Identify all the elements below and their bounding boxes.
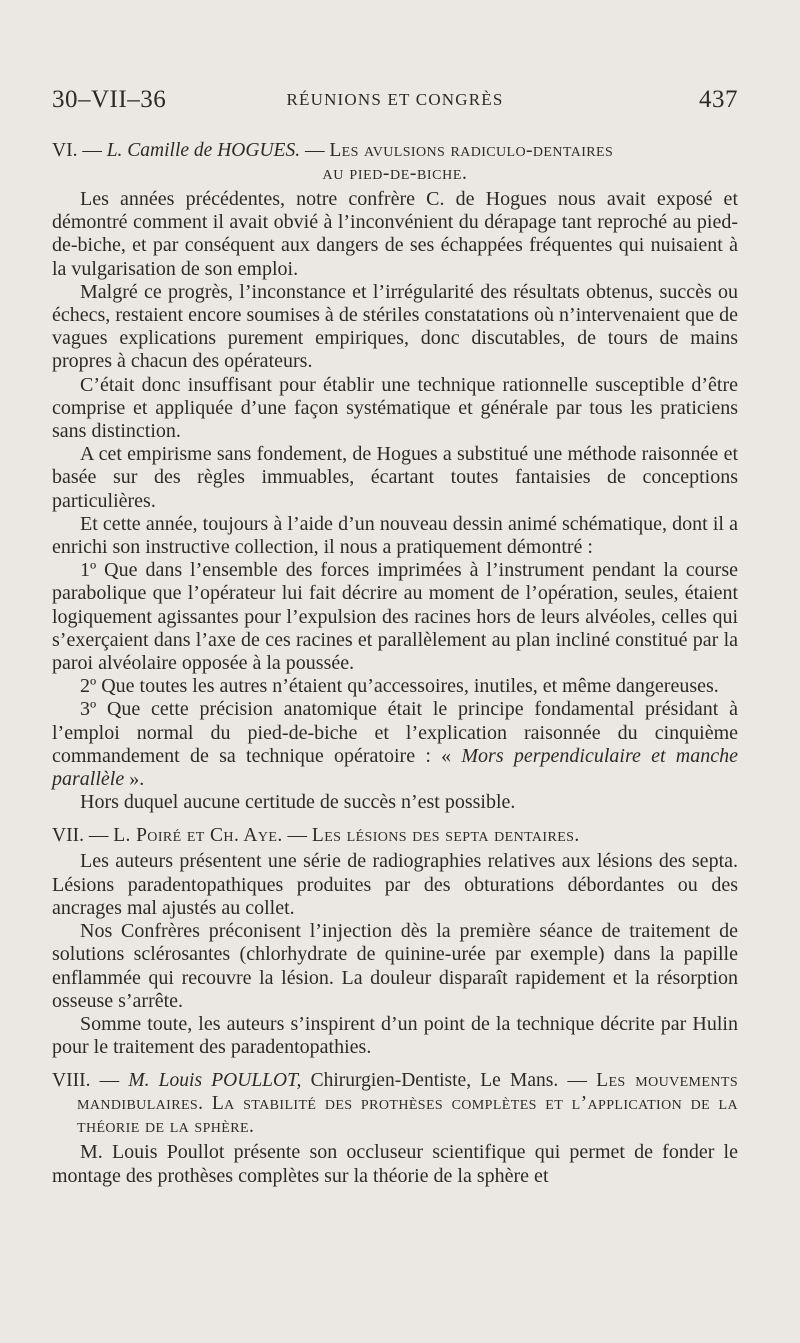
section-vi-title: Les avulsions radiculo-dentaires xyxy=(329,140,614,161)
section-viii-title: Les mouvements mandibulaires. La stabilité des prothèses complètes et l’application de la théorie de la sphère. xyxy=(77,1070,739,1138)
paragraph: 1º Que dans l’ensemble des forces imprimées à l’instrument pendant la course parabolique que l’opérateur lui fait décrire au moment de l’opération, seules, étaient logiquement agissantes pour l’expulsion des racines hors de leurs alvéoles, celles qui s’exerçaient dans l’axe de ces racines et parallèlement au plan incliné constitué par la paroi alvéolaire opposée à la poussée. xyxy=(52,559,738,675)
section-viii-affiliation: Chirurgien-Dentiste, Le Mans. — xyxy=(301,1070,597,1092)
section-vi-dash: — xyxy=(300,140,330,161)
paragraph: Les auteurs présentent une série de radiographies relatives aux lésions des septa. Lésions paradentopathiques produites par des obturations débordantes ou des ancrages mal ajustés au collet. xyxy=(52,850,738,919)
section-vi-title-line2: au pied-de-biche. xyxy=(322,163,468,184)
italic-quote: Mors perpendiculaire et manche parallèle xyxy=(52,744,738,791)
section-viii-number: VIII. — xyxy=(52,1070,129,1092)
paragraph: Et cette année, toujours à l’aide d’un nouveau dessin animé schématique, dont il a enrichi son instructive collection, il nous a pratiquement démontré : xyxy=(52,512,738,559)
header-date: 30–VII–36 xyxy=(52,86,167,113)
paragraph: 2º Que toutes les autres n’étaient qu’accessoires, inutiles, et même dangereuses. xyxy=(80,675,719,698)
paragraph: Malgré ce progrès, l’inconstance et l’irrégularité des résultats obtenus, succès ou échecs, restaient encore soumises à de stériles constatations où n’intervenaient que de vagues explications purement empiriques, donc discutables, de tours de mains propres à chacun des opérateurs. xyxy=(52,280,738,373)
section-viii-author: M. Louis POULLOT, xyxy=(128,1070,302,1092)
section-vii-title: Les lésions des septa dentaires. xyxy=(311,825,580,847)
paragraph-text: 3º Que cette précision anatomique était le principe fondamental présidant à l’emploi normal du pied-de-biche et l’explication raisonnée du cinquième commandement de sa technique opératoire : « xyxy=(52,698,738,767)
section-vii-dash: — xyxy=(282,825,312,847)
paragraph: Nos Confrères préconisent l’injection dès la première séance de traitement de solutions sclérosantes (chlorhydrate de quinine-urée par exemple) dans la papille enflammée qui recouvre la lésion. La douleur disparaît rapidement et la résorption osseuse s’arrête. xyxy=(52,920,738,1012)
body-text xyxy=(52,139,738,1188)
header-title: RÉUNIONS ET CONGRÈS xyxy=(286,90,504,109)
section-vii-number: VII. — xyxy=(52,825,114,847)
quote-close: ». xyxy=(124,768,145,791)
section-vii-authors: L. Poiré et Ch. Aye. xyxy=(113,825,283,847)
section-vii-heading xyxy=(52,824,738,847)
running-head xyxy=(52,86,738,118)
paragraph: A cet empirisme sans fondement, de Hogues a substitué une méthode raisonnée et basée sur des règles immuables, écartant toutes fantaisies de conceptions particulières. xyxy=(52,443,738,512)
section-vi-author: L. Camille de HOGUES. xyxy=(106,140,301,161)
paragraph: Somme toute, les auteurs s’inspirent d’un point de la technique décrite par Hulin pour le traitement des paradentopathies. xyxy=(52,1012,738,1059)
paragraph: C’était donc insuffisant pour établir une technique rationnelle susceptible d’être comprise et appliquée d’une façon systématique et générale par tous les praticiens sans distinction. xyxy=(52,373,738,443)
paragraph: M. Louis Poullot présente son occluseur scientifique qui permet de fonder le montage des prothèses complètes sur la théorie de la sphère et xyxy=(52,1141,738,1187)
paragraph: Hors duquel aucune certitude de succès n’est possible. xyxy=(80,791,516,814)
paragraph: Les années précédentes, notre confrère C. de Hogues nous avait exposé et démontré comment il avait obvié à l’inconvénient du dérapage tant reproché au pied-de-biche, et par conséquent aux dangers de ses échappées fréquentes qui nuisaient à la vulgarisation de son emploi. xyxy=(52,188,738,280)
page-number: 437 xyxy=(699,86,738,113)
section-vi-number: VI. — xyxy=(52,140,107,161)
section-viii-heading xyxy=(52,1069,738,1138)
section-vi-heading xyxy=(52,139,738,185)
paragraph xyxy=(52,698,738,791)
